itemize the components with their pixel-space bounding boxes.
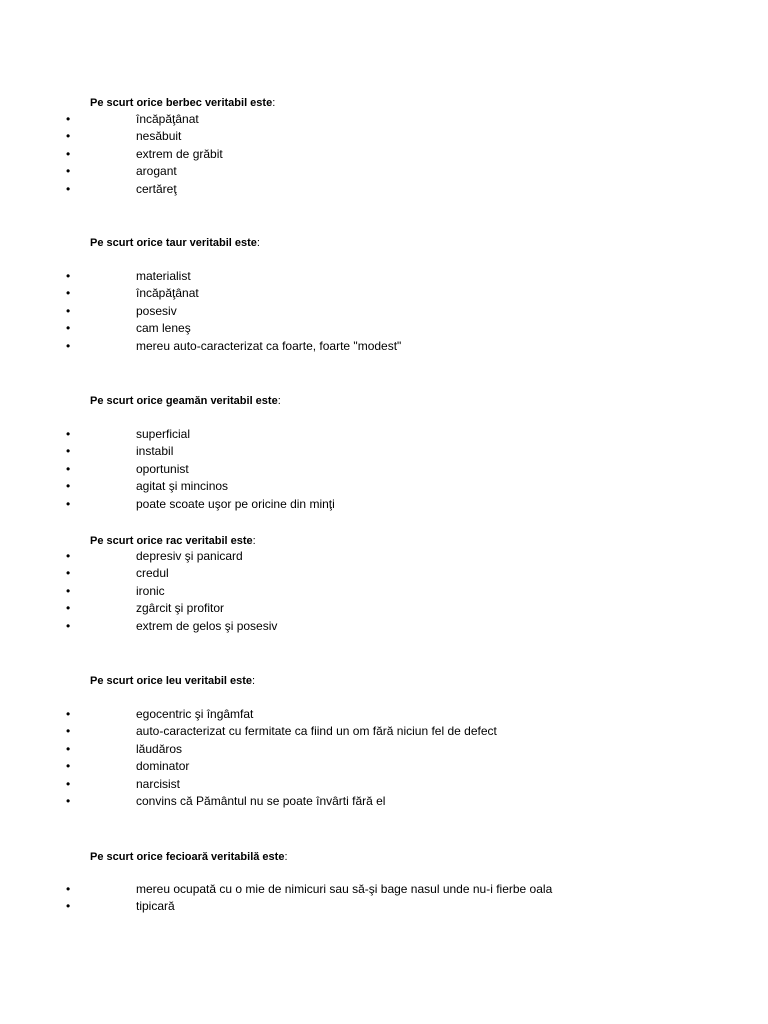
bullet-icon: • — [66, 759, 71, 774]
bullet-icon: • — [66, 496, 71, 511]
section-heading — [90, 534, 256, 548]
bullet-icon: • — [66, 164, 71, 179]
bullet-list — [0, 706, 768, 810]
list-item — [0, 898, 768, 915]
list-item-text: convins că Pământul nu se poate învârti fără el — [136, 793, 386, 808]
bullet-icon: • — [66, 741, 71, 756]
list-item — [0, 776, 768, 793]
list-item-text: narcisist — [136, 776, 181, 791]
section-heading — [90, 850, 288, 864]
bullet-list — [0, 268, 768, 355]
bullet-icon: • — [66, 724, 71, 739]
list-item-text: nesăbuit — [136, 129, 182, 144]
list-item — [0, 128, 768, 145]
bullet-icon: • — [66, 129, 71, 144]
bullet-icon: • — [66, 479, 71, 494]
section-heading — [90, 394, 281, 408]
list-item-text: tipicară — [136, 899, 175, 914]
list-item — [0, 548, 768, 565]
list-item-text: cam leneş — [136, 321, 191, 336]
bullet-icon: • — [66, 707, 71, 721]
list-item — [0, 583, 768, 600]
heading-text: Pe scurt orice taur veritabil este — [90, 237, 257, 249]
list-item-text: credul — [136, 566, 169, 581]
heading-colon: : — [256, 237, 260, 249]
bullet-icon: • — [66, 269, 71, 283]
heading-colon: : — [277, 395, 281, 407]
list-item-text: zgârcit şi profitor — [136, 601, 225, 616]
list-item — [0, 443, 768, 460]
bullet-icon: • — [66, 338, 71, 353]
bullet-icon: • — [66, 549, 71, 563]
list-item — [0, 706, 768, 723]
list-item-text: certăreţ — [136, 181, 177, 196]
list-item-text: posesiv — [136, 303, 177, 318]
bullet-icon: • — [66, 776, 71, 791]
list-item — [0, 496, 768, 513]
section-heading — [90, 96, 275, 110]
bullet-icon: • — [66, 444, 71, 459]
list-item — [0, 426, 768, 443]
heading-colon: : — [272, 97, 276, 109]
list-item — [0, 338, 768, 355]
list-item-text: dominator — [136, 759, 190, 774]
list-item — [0, 723, 768, 740]
list-item-text: agitat şi mincinos — [136, 479, 229, 494]
bullet-icon: • — [66, 882, 71, 896]
list-item-text: instabil — [136, 444, 174, 459]
list-item — [0, 758, 768, 775]
heading-text: Pe scurt orice geamăn veritabil este — [90, 395, 278, 407]
list-item — [0, 461, 768, 478]
list-item — [0, 881, 768, 898]
list-item-text: lăudăros — [136, 741, 183, 756]
list-item — [0, 111, 768, 128]
list-item — [0, 618, 768, 635]
bullet-icon: • — [66, 461, 71, 476]
heading-text: Pe scurt orice rac veritabil este — [90, 535, 253, 547]
list-item-text: superficial — [136, 427, 191, 441]
section-heading — [90, 674, 255, 688]
heading-colon: : — [252, 675, 256, 687]
list-item — [0, 741, 768, 758]
bullet-icon: • — [66, 181, 71, 196]
list-item — [0, 478, 768, 495]
bullet-icon: • — [66, 899, 71, 914]
heading-colon: : — [284, 851, 288, 863]
list-item — [0, 181, 768, 198]
bullet-icon: • — [66, 793, 71, 808]
list-item — [0, 565, 768, 582]
list-item-text: auto-caracterizat cu fermitate ca fiind un om fără niciun fel de defect — [136, 724, 497, 739]
list-item-text: oportunist — [136, 461, 189, 476]
bullet-icon: • — [66, 286, 71, 301]
bullet-icon: • — [66, 601, 71, 616]
list-item-text: egocentric şi îngâmfat — [136, 707, 254, 721]
bullet-icon: • — [66, 303, 71, 318]
bullet-list — [0, 548, 768, 635]
list-item — [0, 793, 768, 810]
list-item-text: încăpăţânat — [136, 112, 199, 126]
heading-text: Pe scurt orice fecioară veritabilă este — [90, 851, 285, 863]
list-item — [0, 320, 768, 337]
list-item — [0, 163, 768, 180]
list-item-text: ironic — [136, 583, 165, 598]
bullet-list — [0, 111, 768, 198]
bullet-icon: • — [66, 618, 71, 633]
heading-text: Pe scurt orice berbec veritabil este — [90, 97, 273, 109]
bullet-icon: • — [66, 427, 71, 441]
list-item — [0, 600, 768, 617]
heading-text: Pe scurt orice leu veritabil este — [90, 675, 253, 687]
list-item — [0, 268, 768, 285]
list-item-text: mereu ocupată cu o mie de nimicuri sau să-şi bage nasul unde nu-i fierbe oala — [136, 882, 553, 896]
bullet-icon: • — [66, 321, 71, 336]
list-item — [0, 285, 768, 302]
list-item-text: materialist — [136, 269, 191, 283]
list-item-text: extrem de grăbit — [136, 146, 223, 161]
bullet-icon: • — [66, 146, 71, 161]
bullet-icon: • — [66, 112, 71, 126]
list-item-text: mereu auto-caracterizat ca foarte, foarte "modest" — [136, 338, 402, 353]
list-item-text: poate scoate uşor pe oricine din minţi — [136, 496, 335, 511]
bullet-icon: • — [66, 583, 71, 598]
list-item-text: extrem de gelos şi posesiv — [136, 618, 278, 633]
bullet-list — [0, 426, 768, 513]
bullet-icon: • — [66, 566, 71, 581]
list-item — [0, 303, 768, 320]
list-item-text: depresiv şi panicard — [136, 549, 243, 563]
list-item-text: arogant — [136, 164, 177, 179]
bullet-list — [0, 881, 768, 916]
heading-colon: : — [252, 535, 256, 547]
list-item-text: încăpăţânat — [136, 286, 199, 301]
section-heading — [90, 236, 260, 250]
list-item — [0, 146, 768, 163]
